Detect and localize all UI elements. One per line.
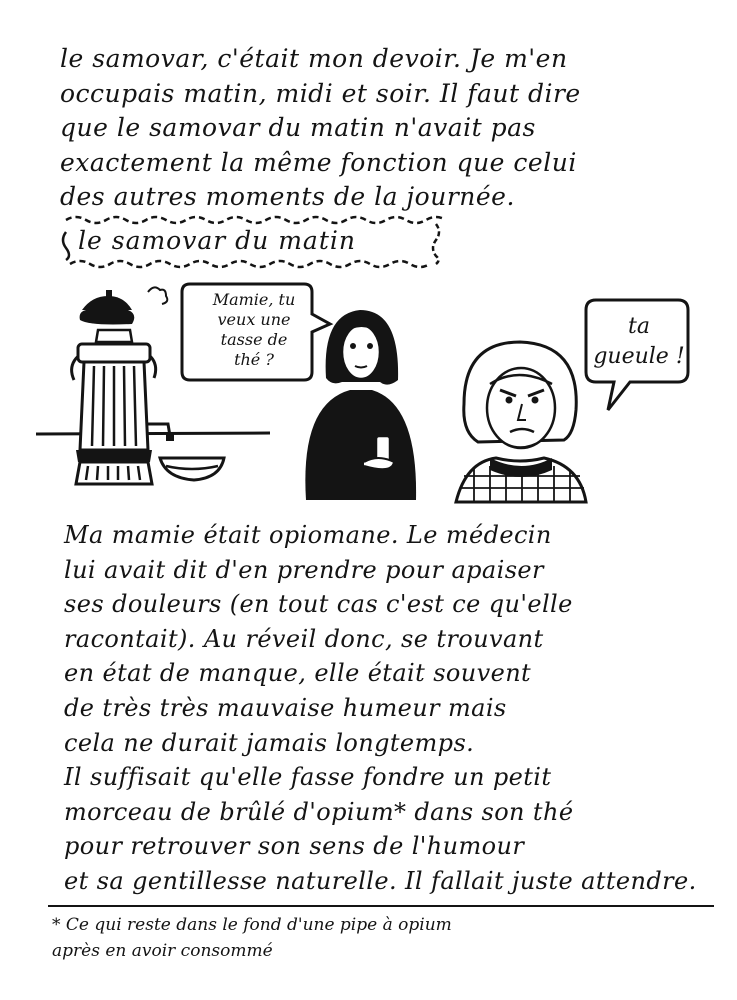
footnote xyxy=(52,912,712,964)
story-line: racontait). Au réveil donc, se trouvant xyxy=(64,624,544,653)
speech-line: Mamie, tu xyxy=(212,290,296,309)
samovar-icon xyxy=(72,287,174,484)
speech-bubble-right-text xyxy=(593,312,685,372)
grandma-figure xyxy=(456,342,586,502)
story-line: pour retrouver son sens de l'humour xyxy=(64,832,525,861)
intro-line: exactement la même fonction que celui xyxy=(60,147,577,177)
speech-line: gueule ! xyxy=(593,344,685,369)
speech-line: tasse de xyxy=(220,330,288,349)
story-line: de très très mauvaise humeur mais xyxy=(64,693,507,722)
story-line: Ma mamie était opiomane. Le médecin xyxy=(64,521,552,549)
girl-figure xyxy=(305,310,416,500)
comic-panel xyxy=(30,280,720,510)
speech-line: ta xyxy=(628,314,650,339)
intro-line: occupais matin, midi et soir. Il faut dire xyxy=(60,78,581,108)
story-line: Il suffisait qu'elle fasse fondre un petit xyxy=(64,763,552,792)
intro-line: le samovar, c'était mon devoir. Je m'en xyxy=(60,44,568,73)
footnote-divider xyxy=(48,905,714,907)
speech-line: thé ? xyxy=(234,350,274,369)
story-line: et sa gentillesse naturelle. Il fallait juste attendre. xyxy=(64,866,697,895)
speech-line: veux une xyxy=(217,310,291,329)
story-line: en état de manque, elle était souvent xyxy=(64,659,532,688)
footnote-line: * Ce qui reste dans le fond d'une pipe à opium xyxy=(52,915,452,935)
speech-bubble-left-text xyxy=(193,290,315,370)
caption-box xyxy=(58,210,444,272)
intro-line: des autres moments de la journée. xyxy=(60,182,515,211)
story-line: cela ne durait jamais longtemps. xyxy=(64,728,475,757)
story-line: morceau de brûlé d'opium* dans son thé xyxy=(64,797,574,826)
caption-text: le samovar du matin xyxy=(78,226,356,255)
story-line: ses douleurs (en tout cas c'est ce qu'elle xyxy=(64,590,573,619)
footnote-line: après en avoir consommé xyxy=(52,941,273,961)
story-text-block xyxy=(64,518,724,899)
intro-text-block xyxy=(60,42,720,215)
story-line: lui avait dit d'en prendre pour apaiser xyxy=(64,555,544,584)
intro-line: que le samovar du matin n'avait pas xyxy=(60,113,536,142)
